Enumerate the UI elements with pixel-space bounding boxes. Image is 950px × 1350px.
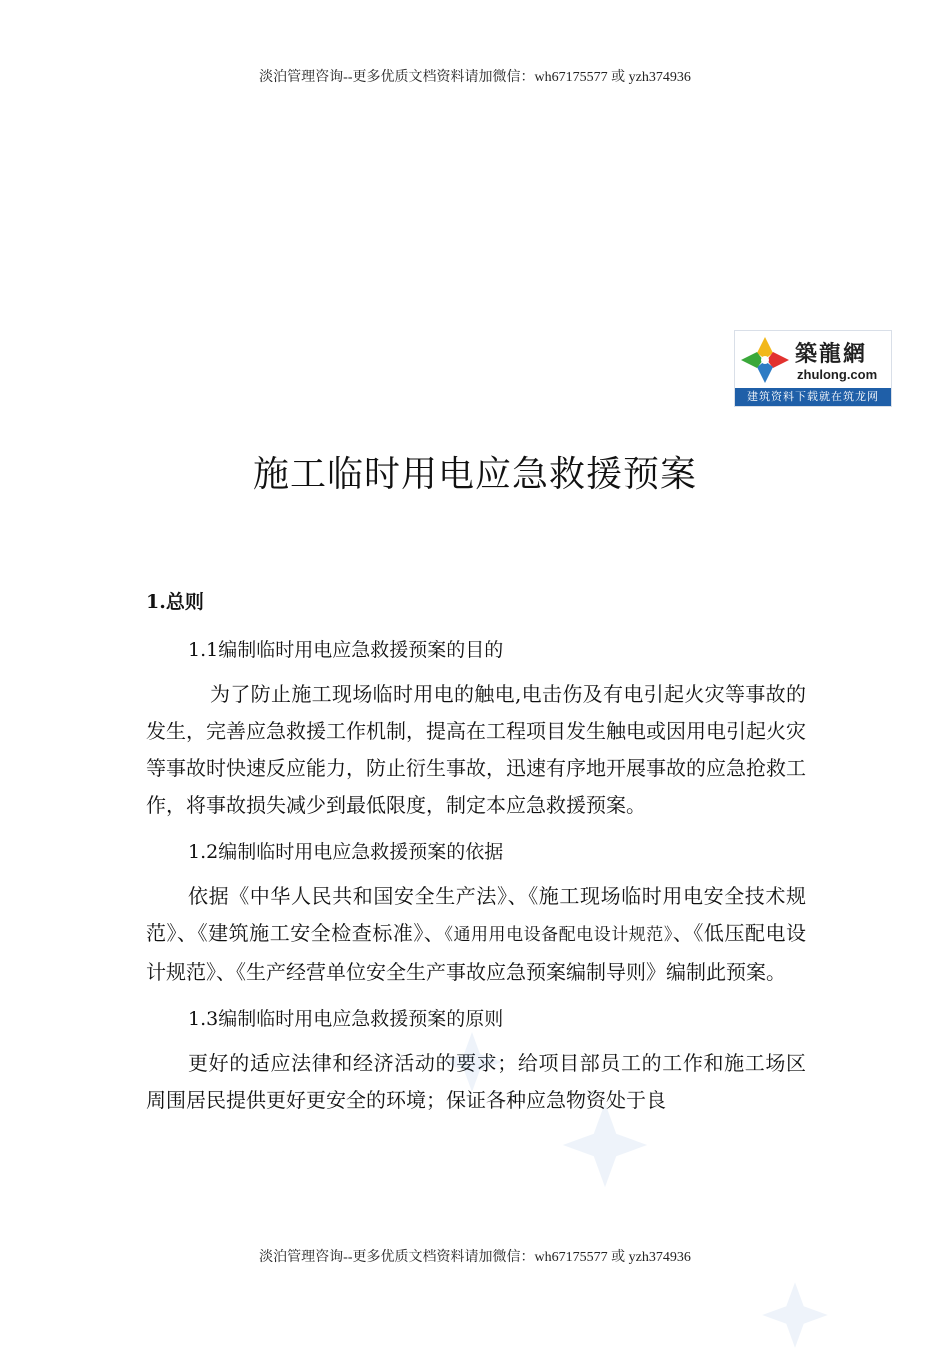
- footer-note: 淡泊管理咨询--更多优质文档资料请加微信：wh67175577 或 yzh374936: [259, 1250, 691, 1265]
- snowflake-watermark-icon: [760, 1280, 830, 1350]
- paragraph-principle: 更好的适应法律和经济活动的要求；给项目部员工的工作和施工场区周围居民提供更好更安全的环境；保证各种应急物资处于良: [146, 1051, 806, 1112]
- basis-text-a: 依据《中华人民共和国安全生产法》、《施工现场临时用电安全技术规范》、《建筑施工安全检查标准》、: [146, 884, 806, 945]
- subsection-heading-principle: 1.3编制临时用电应急救援预案的原则: [188, 1008, 504, 1030]
- subsection-heading-basis: 1.2编制临时用电应急救援预案的依据: [188, 841, 504, 863]
- document-title: 施工临时用电应急救援预案: [252, 454, 697, 496]
- zhulong-logo: [734, 330, 892, 407]
- logo-brand-name: 築龍網: [795, 342, 868, 367]
- paragraph-basis: [146, 878, 806, 991]
- logo-slogan: 建筑资料下载就在筑龙网: [735, 388, 891, 406]
- basis-text-b: 《通用用电设备配电设计规范》: [444, 925, 673, 945]
- section-heading: 1.总则: [146, 591, 204, 613]
- paragraph-purpose: 为了防止施工现场临时用电的触电,电击伤及有电引起火灾等事故的发生，完善应急救援工作机制，提高在工程项目发生触电或因用电引起火灾等事故时快速反应能力，防止衍生事故，迅速有序地开展事故的应急抢救工作，将事故损失减少到最低限度，制定本应急救援预案。: [146, 682, 806, 817]
- basis-text-c: 、《低压配电设计规范》、《生产经营单位安全生产事故应急预案编制导则》编制此预案。: [146, 921, 807, 984]
- flower-logo-icon: [737, 333, 793, 387]
- logo-domain: zhulong.com: [797, 367, 878, 382]
- document-body: [146, 584, 806, 1125]
- subsection-heading-purpose: 1.1编制临时用电应急救援预案的目的: [188, 639, 504, 661]
- header-note: 淡泊管理咨询--更多优质文档资料请加微信：wh67175577 或 yzh374936: [259, 70, 691, 85]
